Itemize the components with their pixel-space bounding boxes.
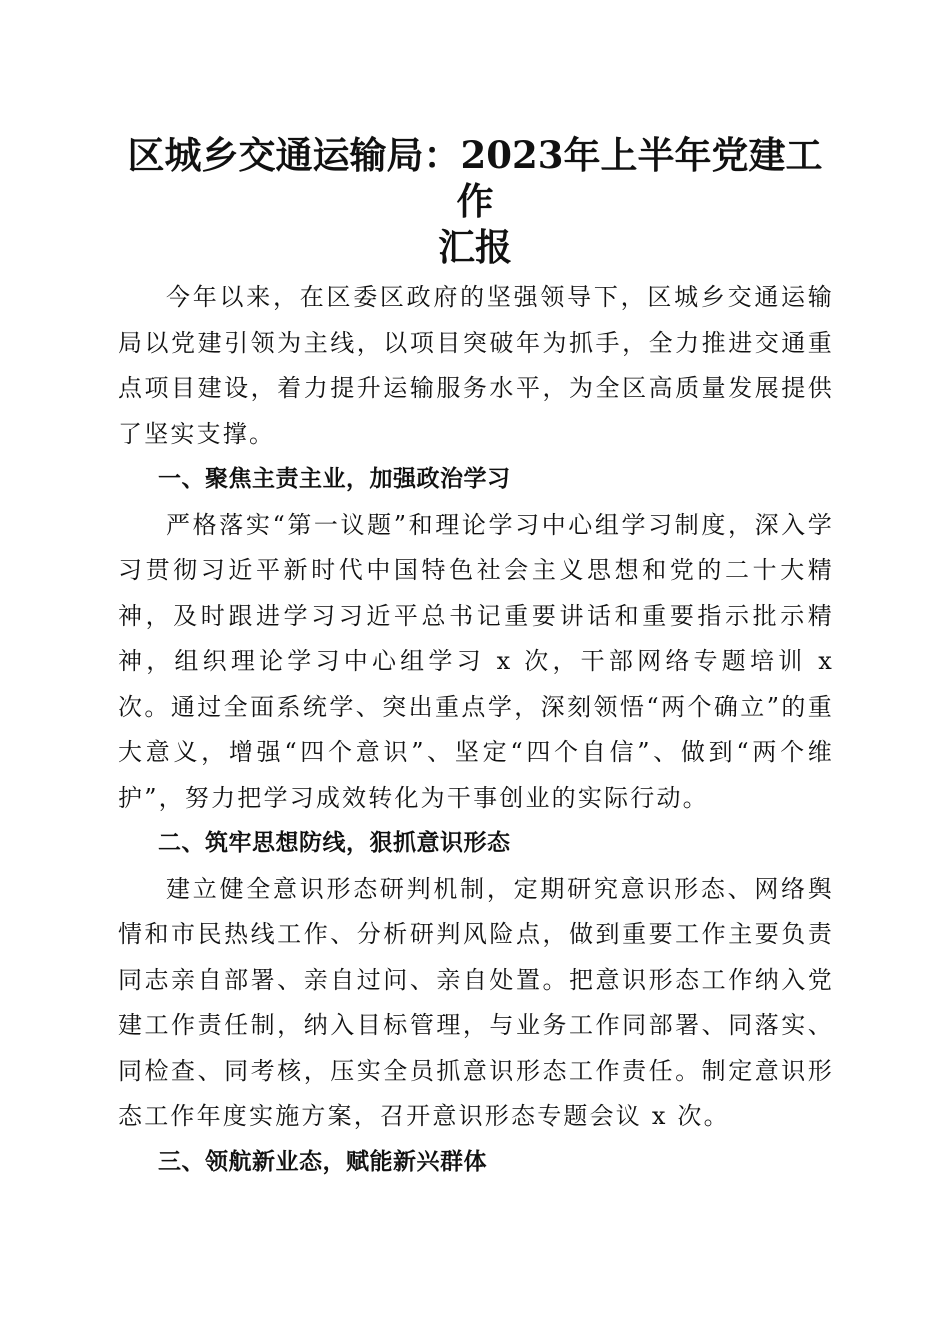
document-body: [118, 275, 834, 1185]
section-1-paragraph: 严格落实“第一议题”和理论学习中心组学习制度，深入学习贯彻习近平新时代中国特色社会主义思想和党的二十大精神，及时跟进学习习近平总书记重要讲话和重要指示批示精神，组织理论学习中心组学习 x 次，干部网络专题培训 x 次。通过全面系统学、突出重点学，深刻领悟“两个确立”的重大意义，增强“四个意识”、坚定“四个自信”、做到“两个维护”，努力把学习成效转化为干事创业的实际行动。: [118, 510, 834, 812]
section-2-paragraph: 建立健全意识形态研判机制，定期研究意识形态、网络舆情和市民热线工作、分析研判风险点，做到重要工作主要负责同志亲自部署、亲自过问、亲自处置。把意识形态工作纳入党建工作责任制，纳入目标管理，与业务工作同部署、同落实、同检查、同考核，压实全员抓意识形态工作责任。制定意识形态工作年度实施方案，召开意识形态专题会议 x 次。: [118, 874, 834, 1130]
section-1-heading: 一、聚焦主责主业，加强政治学习: [158, 466, 511, 492]
title-line-2: 汇报: [438, 225, 512, 269]
title-line-1: 区城乡交通运输局：2023年上半年党建工作: [127, 133, 823, 223]
intro-paragraph: 今年以来，在区委区政府的坚强领导下，区城乡交通运输局以党建引领为主线，以项目突破年为抓手，全力推进交通重点项目建设，着力提升运输服务水平，为全区高质量发展提供了坚实支撑。: [118, 283, 834, 448]
document-title: [110, 132, 840, 270]
section-2-heading: 二、筑牢思想防线，狠抓意识形态: [158, 830, 511, 856]
section-3-heading: 三、领航新业态，赋能新兴群体: [158, 1148, 487, 1175]
